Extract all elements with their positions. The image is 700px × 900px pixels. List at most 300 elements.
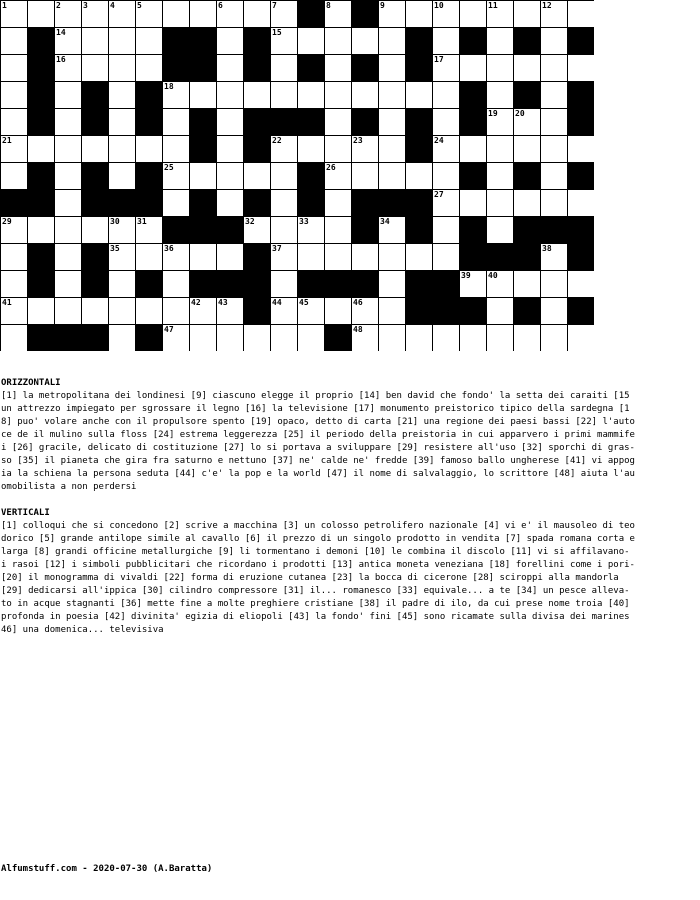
grid-cell[interactable] — [325, 109, 351, 135]
grid-cell[interactable] — [433, 1, 459, 27]
grid-cell[interactable] — [82, 217, 108, 243]
grid-block — [514, 82, 540, 108]
grid-cell[interactable] — [568, 190, 594, 216]
grid-cell[interactable] — [1, 163, 27, 189]
grid-block — [136, 82, 162, 108]
grid-cell[interactable] — [55, 217, 81, 243]
cell-number: 43 — [218, 298, 228, 307]
grid-cell[interactable] — [109, 55, 135, 81]
grid-block — [136, 325, 162, 351]
grid-cell[interactable] — [433, 244, 459, 270]
grid-block — [406, 217, 432, 243]
grid-cell[interactable] — [244, 82, 270, 108]
grid-cell[interactable] — [55, 190, 81, 216]
grid-block — [352, 55, 378, 81]
grid-cell[interactable] — [487, 271, 513, 297]
down-clue-line: i rasoi [12] i simboli pubblicitari che ricordano i prodotti [13] antica moneta veneziana [18] forellini come i pori- — [1, 560, 635, 570]
grid-cell[interactable] — [1, 55, 27, 81]
grid-cell[interactable] — [271, 190, 297, 216]
grid-cell[interactable] — [379, 325, 405, 351]
cell-number: 24 — [434, 136, 444, 145]
grid-block — [514, 244, 540, 270]
grid-cell[interactable] — [271, 82, 297, 108]
grid-cell[interactable] — [271, 271, 297, 297]
grid-block — [28, 82, 54, 108]
grid-block — [136, 109, 162, 135]
grid-cell[interactable] — [217, 55, 243, 81]
across-clue-line: i [26] gracile, delicato di costituzione [27] lo si portava a sviluppare [29] resistere all'uso [32] sporchi di gras- — [1, 443, 635, 453]
grid-cell[interactable] — [163, 244, 189, 270]
grid-cell[interactable] — [487, 28, 513, 54]
grid-cell[interactable] — [460, 1, 486, 27]
grid-cell[interactable] — [163, 82, 189, 108]
grid-cell[interactable] — [109, 109, 135, 135]
grid-cell[interactable] — [217, 109, 243, 135]
grid-cell[interactable] — [271, 1, 297, 27]
grid-cell[interactable] — [433, 136, 459, 162]
grid-cell[interactable] — [433, 109, 459, 135]
grid-block — [28, 28, 54, 54]
cell-number: 11 — [488, 1, 498, 10]
grid-cell[interactable] — [487, 82, 513, 108]
grid-block — [190, 136, 216, 162]
grid-block — [28, 325, 54, 351]
grid-cell[interactable] — [541, 244, 567, 270]
grid-cell[interactable] — [1, 136, 27, 162]
grid-cell[interactable] — [190, 298, 216, 324]
grid-cell[interactable] — [379, 271, 405, 297]
cell-number: 1 — [2, 1, 7, 10]
grid-cell[interactable] — [55, 1, 81, 27]
grid-cell[interactable] — [109, 271, 135, 297]
grid-cell[interactable] — [568, 271, 594, 297]
grid-cell[interactable] — [28, 136, 54, 162]
cell-number: 36 — [164, 244, 174, 253]
cell-number: 14 — [56, 28, 66, 37]
grid-cell[interactable] — [190, 1, 216, 27]
grid-cell[interactable] — [379, 82, 405, 108]
grid-block — [568, 217, 594, 243]
grid-cell[interactable] — [460, 325, 486, 351]
grid-cell[interactable] — [163, 325, 189, 351]
grid-cell[interactable] — [298, 325, 324, 351]
grid-cell[interactable] — [217, 28, 243, 54]
down-clue-line: dorico [5] grande antilope simile al cavallo [6] il prezzo di un singolo prodotto in vendita [7] spada romana corta e — [1, 534, 635, 544]
grid-cell[interactable] — [244, 1, 270, 27]
grid-cell[interactable] — [514, 271, 540, 297]
grid-cell[interactable] — [271, 55, 297, 81]
grid-cell[interactable] — [487, 325, 513, 351]
grid-cell[interactable] — [1, 28, 27, 54]
grid-cell[interactable] — [460, 271, 486, 297]
grid-block — [244, 298, 270, 324]
grid-cell[interactable] — [55, 109, 81, 135]
grid-cell[interactable] — [136, 217, 162, 243]
grid-cell[interactable] — [136, 28, 162, 54]
grid-block — [514, 217, 540, 243]
cell-number: 31 — [137, 217, 147, 226]
grid-block — [568, 163, 594, 189]
grid-cell[interactable] — [406, 325, 432, 351]
cell-number: 40 — [488, 271, 498, 280]
grid-cell[interactable] — [433, 82, 459, 108]
grid-cell[interactable] — [352, 325, 378, 351]
grid-block — [82, 244, 108, 270]
cell-number: 10 — [434, 1, 444, 10]
grid-block — [28, 244, 54, 270]
grid-block — [82, 82, 108, 108]
grid-cell[interactable] — [55, 271, 81, 297]
grid-block — [406, 271, 432, 297]
down-clue-line: profonda in poesia [42] divinita' egizia di eliopoli [43] la fondo' fini [45] sono ricamate sulla divisa dei marines — [1, 612, 630, 622]
grid-block — [163, 55, 189, 81]
grid-cell[interactable] — [379, 217, 405, 243]
grid-block — [82, 109, 108, 135]
grid-cell[interactable] — [568, 325, 594, 351]
grid-cell[interactable] — [298, 82, 324, 108]
grid-cell[interactable] — [271, 325, 297, 351]
grid-cell[interactable] — [1, 109, 27, 135]
grid-cell[interactable] — [109, 82, 135, 108]
grid-cell[interactable] — [109, 217, 135, 243]
cell-number: 8 — [326, 1, 331, 10]
grid-block — [568, 244, 594, 270]
grid-cell[interactable] — [325, 136, 351, 162]
grid-cell[interactable] — [325, 82, 351, 108]
grid-cell[interactable] — [298, 244, 324, 270]
grid-block — [460, 244, 486, 270]
grid-block — [109, 190, 135, 216]
grid-cell[interactable] — [487, 163, 513, 189]
grid-cell[interactable] — [433, 55, 459, 81]
grid-block — [352, 190, 378, 216]
cell-number: 44 — [272, 298, 282, 307]
grid-cell[interactable] — [298, 298, 324, 324]
grid-cell[interactable] — [190, 82, 216, 108]
grid-block — [190, 55, 216, 81]
grid-cell[interactable] — [217, 82, 243, 108]
grid-cell[interactable] — [271, 298, 297, 324]
grid-block — [298, 163, 324, 189]
grid-block — [379, 190, 405, 216]
cell-number: 21 — [2, 136, 12, 145]
grid-cell[interactable] — [109, 244, 135, 270]
grid-block — [406, 55, 432, 81]
grid-cell[interactable] — [541, 271, 567, 297]
grid-block — [298, 109, 324, 135]
grid-cell[interactable] — [379, 109, 405, 135]
grid-cell[interactable] — [190, 244, 216, 270]
grid-cell[interactable] — [136, 1, 162, 27]
down-clue-line: [20] il monogramma di vivaldi [22] forma di eruzione cutanea [23] la bocca di cicerone [28] sciroppi alla mandorla — [1, 573, 619, 583]
grid-cell[interactable] — [406, 244, 432, 270]
grid-cell[interactable] — [487, 109, 513, 135]
grid-cell[interactable] — [1, 82, 27, 108]
cell-number: 19 — [488, 109, 498, 118]
grid-block — [1, 190, 27, 216]
grid-cell[interactable] — [325, 28, 351, 54]
grid-cell[interactable] — [163, 298, 189, 324]
grid-block — [460, 298, 486, 324]
grid-cell[interactable] — [1, 298, 27, 324]
grid-cell[interactable] — [298, 217, 324, 243]
grid-cell[interactable] — [460, 55, 486, 81]
grid-cell[interactable] — [55, 55, 81, 81]
grid-cell[interactable] — [28, 1, 54, 27]
grid-cell[interactable] — [568, 55, 594, 81]
grid-cell[interactable] — [433, 163, 459, 189]
grid-cell[interactable] — [433, 28, 459, 54]
grid-block — [460, 217, 486, 243]
grid-cell[interactable] — [244, 163, 270, 189]
grid-cell[interactable] — [1, 244, 27, 270]
grid-cell[interactable] — [541, 1, 567, 27]
grid-cell[interactable] — [541, 109, 567, 135]
grid-cell[interactable] — [136, 55, 162, 81]
grid-block — [298, 1, 324, 27]
clues-panel — [1, 377, 700, 637]
grid-cell[interactable] — [541, 298, 567, 324]
grid-cell[interactable] — [514, 1, 540, 27]
grid-cell[interactable] — [514, 55, 540, 81]
grid-cell[interactable] — [487, 136, 513, 162]
grid-cell[interactable] — [460, 136, 486, 162]
grid-cell[interactable] — [217, 298, 243, 324]
grid-cell[interactable] — [487, 190, 513, 216]
grid-block — [406, 298, 432, 324]
grid-block — [514, 163, 540, 189]
grid-cell[interactable] — [379, 1, 405, 27]
grid-block — [271, 109, 297, 135]
grid-cell[interactable] — [568, 136, 594, 162]
cell-number: 9 — [380, 1, 385, 10]
grid-cell[interactable] — [487, 1, 513, 27]
grid-cell[interactable] — [136, 244, 162, 270]
grid-block — [406, 28, 432, 54]
grid-cell[interactable] — [109, 136, 135, 162]
grid-cell[interactable] — [406, 163, 432, 189]
grid-cell[interactable] — [541, 55, 567, 81]
grid-block — [244, 109, 270, 135]
cell-number: 29 — [2, 217, 12, 226]
grid-cell[interactable] — [325, 163, 351, 189]
grid-cell[interactable] — [379, 55, 405, 81]
grid-cell[interactable] — [271, 136, 297, 162]
grid-cell[interactable] — [568, 1, 594, 27]
grid-cell[interactable] — [109, 298, 135, 324]
grid-block — [28, 109, 54, 135]
grid-cell[interactable] — [514, 325, 540, 351]
grid-block — [433, 271, 459, 297]
grid-block — [28, 163, 54, 189]
grid-cell[interactable] — [352, 163, 378, 189]
grid-cell[interactable] — [325, 244, 351, 270]
grid-cell[interactable] — [271, 244, 297, 270]
grid-cell[interactable] — [1, 271, 27, 297]
grid-block — [460, 109, 486, 135]
grid-cell[interactable] — [55, 298, 81, 324]
cell-number: 41 — [2, 298, 12, 307]
grid-cell[interactable] — [352, 298, 378, 324]
grid-cell[interactable] — [109, 325, 135, 351]
cell-number: 18 — [164, 82, 174, 91]
grid-block — [136, 190, 162, 216]
grid-cell[interactable] — [541, 136, 567, 162]
cell-number: 5 — [137, 1, 142, 10]
grid-cell[interactable] — [433, 217, 459, 243]
grid-cell[interactable] — [55, 136, 81, 162]
grid-block — [514, 28, 540, 54]
grid-cell[interactable] — [244, 325, 270, 351]
grid-cell[interactable] — [352, 28, 378, 54]
grid-cell[interactable] — [541, 190, 567, 216]
grid-block — [244, 244, 270, 270]
grid-cell[interactable] — [271, 163, 297, 189]
grid-cell[interactable] — [541, 163, 567, 189]
grid-cell[interactable] — [163, 271, 189, 297]
grid-cell[interactable] — [379, 28, 405, 54]
grid-cell[interactable] — [514, 136, 540, 162]
grid-block — [82, 190, 108, 216]
cell-number: 39 — [461, 271, 471, 280]
grid-cell[interactable] — [325, 1, 351, 27]
grid-block — [568, 82, 594, 108]
grid-cell[interactable] — [487, 55, 513, 81]
grid-cell[interactable] — [109, 163, 135, 189]
cell-number: 4 — [110, 1, 115, 10]
down-clue-line: larga [8] grandi officine metallurgiche [9] li tormentano i demoni [10] le combina il discolo [11] vi si affilavano- — [1, 547, 630, 557]
grid-block — [406, 109, 432, 135]
grid-cell[interactable] — [163, 109, 189, 135]
grid-block — [352, 217, 378, 243]
grid-cell[interactable] — [163, 163, 189, 189]
cell-number: 12 — [542, 1, 552, 10]
grid-block — [406, 136, 432, 162]
across-clue-line: un attrezzo impiegato per sgrossare il legno [16] la televisione [17] monumento preistorico tipico della sardegna [1 — [1, 404, 630, 414]
grid-block — [82, 163, 108, 189]
grid-block — [190, 190, 216, 216]
grid-cell[interactable] — [460, 190, 486, 216]
grid-cell[interactable] — [352, 82, 378, 108]
grid-cell[interactable] — [217, 136, 243, 162]
grid-cell[interactable] — [379, 163, 405, 189]
grid-cell[interactable] — [325, 55, 351, 81]
grid-cell[interactable] — [217, 1, 243, 27]
across-clue-line: ce de il mulino sulla floss [24] estrema leggerezza [25] il periodo della preistoria in cui apparvero i primi mammife — [1, 430, 635, 440]
grid-cell[interactable] — [163, 190, 189, 216]
grid-cell[interactable] — [82, 55, 108, 81]
grid-cell[interactable] — [190, 163, 216, 189]
grid-block — [190, 217, 216, 243]
grid-cell[interactable] — [82, 1, 108, 27]
grid-cell[interactable] — [433, 190, 459, 216]
cell-number: 23 — [353, 136, 363, 145]
grid-block — [28, 55, 54, 81]
grid-cell[interactable] — [28, 298, 54, 324]
grid-block — [433, 298, 459, 324]
grid-cell[interactable] — [109, 28, 135, 54]
grid-cell[interactable] — [514, 109, 540, 135]
grid-cell[interactable] — [55, 82, 81, 108]
grid-block — [325, 271, 351, 297]
grid-cell[interactable] — [406, 82, 432, 108]
grid-cell[interactable] — [487, 298, 513, 324]
grid-cell[interactable] — [109, 1, 135, 27]
across-clue-line: ia la schiena la persona seduta [44] c'e' la pop e la world [47] il nome di salvalaggio, lo scrittore [48] aiuta l'au — [1, 469, 635, 479]
grid-cell[interactable] — [82, 136, 108, 162]
grid-cell[interactable] — [1, 1, 27, 27]
grid-cell[interactable] — [325, 190, 351, 216]
grid-cell[interactable] — [217, 325, 243, 351]
grid-cell[interactable] — [541, 325, 567, 351]
grid-cell[interactable] — [217, 190, 243, 216]
grid-cell[interactable] — [379, 136, 405, 162]
grid-cell[interactable] — [541, 82, 567, 108]
grid-block — [163, 28, 189, 54]
grid-cell[interactable] — [271, 28, 297, 54]
grid-block — [406, 190, 432, 216]
grid-cell[interactable] — [379, 244, 405, 270]
grid-cell[interactable] — [163, 1, 189, 27]
grid-cell[interactable] — [28, 217, 54, 243]
grid-block — [352, 109, 378, 135]
grid-cell[interactable] — [1, 217, 27, 243]
grid-block — [568, 109, 594, 135]
grid-cell[interactable] — [352, 244, 378, 270]
cell-number: 45 — [299, 298, 309, 307]
cell-number: 37 — [272, 244, 282, 253]
grid-block — [487, 244, 513, 270]
down-clue-list — [1, 520, 700, 637]
cell-number: 32 — [245, 217, 255, 226]
cell-number: 17 — [434, 55, 444, 64]
grid-cell[interactable] — [541, 28, 567, 54]
grid-cell[interactable] — [325, 217, 351, 243]
cell-number: 6 — [218, 1, 223, 10]
grid-cell[interactable] — [271, 217, 297, 243]
grid-cell[interactable] — [136, 136, 162, 162]
grid-cell[interactable] — [406, 1, 432, 27]
grid-cell[interactable] — [55, 163, 81, 189]
grid-block — [217, 217, 243, 243]
grid-cell[interactable] — [433, 325, 459, 351]
grid-cell[interactable] — [82, 28, 108, 54]
grid-cell[interactable] — [514, 190, 540, 216]
cell-number: 35 — [110, 244, 120, 253]
grid-cell[interactable] — [55, 244, 81, 270]
grid-cell[interactable] — [136, 298, 162, 324]
grid-block — [82, 325, 108, 351]
grid-cell[interactable] — [55, 28, 81, 54]
grid-cell[interactable] — [217, 244, 243, 270]
grid-cell[interactable] — [298, 28, 324, 54]
grid-cell[interactable] — [190, 325, 216, 351]
footer-credit: Alfumstuff.com - 2020-07-30 (A.Baratta) — [1, 864, 213, 874]
grid-cell[interactable] — [244, 217, 270, 243]
grid-cell[interactable] — [298, 136, 324, 162]
grid-cell[interactable] — [217, 163, 243, 189]
grid-cell[interactable] — [1, 325, 27, 351]
grid-block — [514, 298, 540, 324]
grid-cell[interactable] — [325, 298, 351, 324]
grid-cell[interactable] — [379, 298, 405, 324]
grid-cell[interactable] — [82, 298, 108, 324]
grid-cell[interactable] — [163, 136, 189, 162]
cell-number: 2 — [56, 1, 61, 10]
grid-cell[interactable] — [352, 136, 378, 162]
grid-cell[interactable] — [487, 217, 513, 243]
grid-block — [568, 298, 594, 324]
